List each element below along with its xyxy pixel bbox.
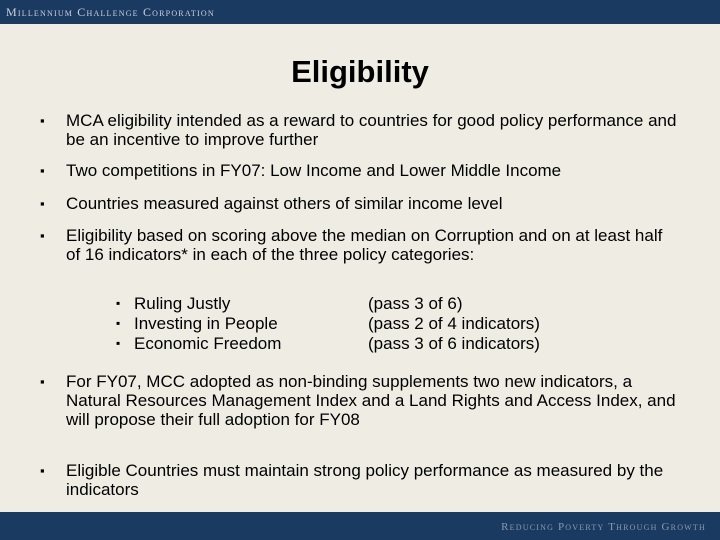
bullet-item — [40, 194, 680, 213]
bullet-item — [40, 111, 680, 149]
bullet-text: MCA eligibility intended as a reward to countries for good policy performance and be an incentive to improve further — [66, 111, 677, 149]
slide-title: Eligibility — [291, 54, 429, 89]
pass-requirement: (pass 3 of 6) — [368, 294, 463, 313]
bullet-square-icon: ▪ — [116, 316, 121, 330]
footer-bar — [0, 512, 720, 540]
bullet-item — [40, 226, 680, 264]
bullet-square-icon: ▪ — [116, 296, 121, 310]
bullet-text: Countries measured against others of similar income level — [66, 194, 503, 213]
organization-name: Millennium Challenge Corporation — [6, 5, 215, 19]
footer-tagline: Reducing Poverty Through Growth — [501, 521, 706, 533]
header-bar — [0, 0, 720, 24]
policy-category-label: Investing in People — [134, 314, 278, 333]
bullet-square-icon: ▪ — [116, 336, 121, 350]
bullet-item — [40, 161, 680, 180]
policy-category-label: Ruling Justly — [134, 294, 231, 313]
bullet-text: Eligibility based on scoring above the median on Corruption and on at least half of 16 indicators* in each of the three policy categories: — [66, 226, 663, 264]
policy-category-label: Economic Freedom — [134, 334, 282, 353]
bullet-text: For FY07, MCC adopted as non-binding supplements two new indicators, a Natural Resources Management Index and a Land Rights and Access Index, and will propose their full adoption for FY08 — [66, 372, 676, 429]
bullet-square-icon: ▪ — [40, 228, 45, 243]
bullet-square-icon: ▪ — [40, 374, 45, 389]
bullet-item — [40, 461, 680, 499]
pass-requirement: (pass 3 of 6 indicators) — [368, 334, 540, 353]
bullet-square-icon: ▪ — [40, 463, 45, 478]
bullet-square-icon: ▪ — [40, 163, 45, 178]
pass-requirement: (pass 2 of 4 indicators) — [368, 314, 540, 333]
bullet-text: Two competitions in FY07: Low Income and Lower Middle Income — [66, 161, 562, 180]
bullet-item — [40, 372, 680, 429]
bullet-text: Eligible Countries must maintain strong policy performance as measured by the indicators — [66, 461, 664, 499]
bullet-square-icon: ▪ — [40, 113, 45, 128]
bullet-square-icon: ▪ — [40, 196, 45, 211]
